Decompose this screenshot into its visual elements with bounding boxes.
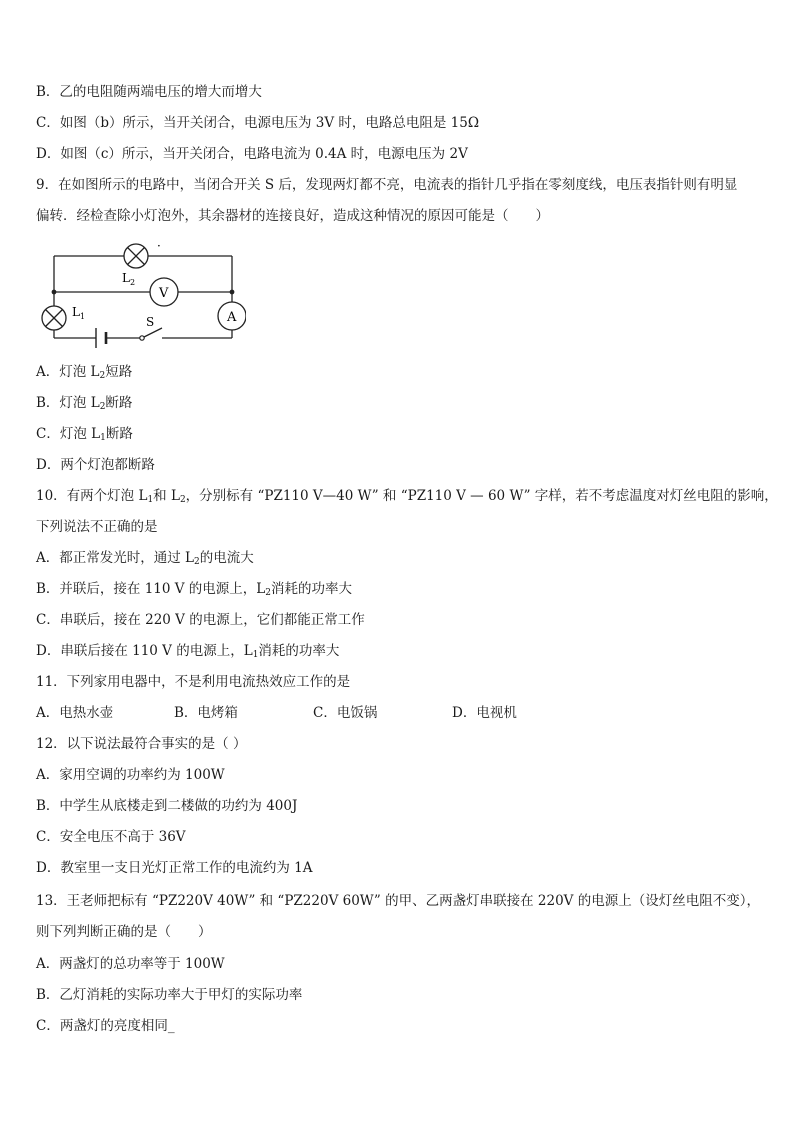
label-dot: · <box>157 240 161 253</box>
q13-option-c: C．两盏灯的亮度相同_ <box>36 1018 175 1034</box>
label-l1: L <box>72 305 80 319</box>
label-l1-sub: 1 <box>80 312 86 321</box>
q10-stem-line2: 下列说法不正确的是 <box>36 519 158 535</box>
lamp-l1-icon <box>42 306 66 330</box>
q9-circuit-diagram <box>36 240 246 350</box>
q12-option-c: C．安全电压不高于 36V <box>36 829 186 845</box>
label-v: V <box>159 286 169 301</box>
q11-stem: 11．下列家用电器中，不是利用电流热效应工作的是 <box>36 674 351 690</box>
q10-option-b: B．并联后，接在 110 V 的电源上，$L_2$消耗的功率大 <box>36 581 353 598</box>
label-a: A <box>227 310 237 325</box>
q11-option-b: B．电烤箱 <box>174 705 238 721</box>
q11-option-d: D．电视机 <box>452 705 517 721</box>
q8-option-c: C．如图（b）所示，当开关闭合，电源电压为 3V 时，电路总电阻是 15Ω <box>36 115 480 131</box>
q9-stem-line1: 9．在如图所示的电路中，当闭合开关 S 后，发现两灯都不亮，电流表的指针几乎指在零刻度线，电压表指针则有明显 <box>36 177 738 193</box>
switch-icon <box>140 328 162 340</box>
q13-option-b: B．乙灯消耗的实际功率大于甲灯的实际功率 <box>36 987 303 1003</box>
q10-option-c: C．串联后，接在 220 V 的电源上，它们都能正常工作 <box>36 612 365 628</box>
label-l2: L <box>122 271 130 285</box>
junction-dot-right <box>230 290 235 295</box>
q9-option-d: D．两个灯泡都断路 <box>36 457 155 473</box>
q11-option-c: C．电饭锅 <box>313 705 378 721</box>
q8-option-d: D．如图（c）所示，当开关闭合，电路电流为 0.4A 时，电源电压为 2V <box>36 146 468 162</box>
battery-icon <box>96 328 106 348</box>
q13-option-a: A．两盏灯的总功率等于 100W <box>36 956 225 972</box>
junction-dot-left <box>52 290 57 295</box>
label-s: S <box>146 315 155 329</box>
q13-stem-line2: 则下列判断正确的是（ ） <box>36 924 212 940</box>
q12-option-b: B．中学生从底楼走到二楼做的功约为 400J <box>36 798 298 814</box>
q10-option-d: D．串联后接在 110 V 的电源上，$L_1$消耗的功率大 <box>36 643 340 660</box>
q12-option-d: D．教室里一支日光灯正常工作的电流约为 1A <box>36 860 313 876</box>
q11-option-a: A．电热水壶 <box>36 705 114 721</box>
label-l2-sub: 2 <box>130 278 136 287</box>
q10-option-a: A．都正常发光时，通过 $L_2$的电流大 <box>36 550 254 567</box>
q9-option-c: C．灯泡 $L_1$断路 <box>36 426 133 443</box>
q10-stem-line1: 10．有两个灯泡 $L_1$和 $L_2$，分别标有 “PZ110 V—40 W” 和 “PZ110 V — 60 W” 字样，若不考虑温度对灯丝电阻的影响， <box>36 488 778 505</box>
q12-option-a: A．家用空调的功率约为 100W <box>36 767 225 783</box>
q12-stem: 12．以下说法最符合事实的是（ ） <box>36 736 247 752</box>
lamp-l2-icon <box>124 244 148 268</box>
q8-option-b: B．乙的电阻随两端电压的增大而增大 <box>36 84 262 100</box>
q9-option-a: A．灯泡 $L_2$短路 <box>36 364 133 381</box>
q9-option-b: B．灯泡 $L_2$断路 <box>36 395 133 412</box>
q9-stem-line2: 偏转．经检查除小灯泡外，其余器材的连接良好，造成这种情况的原因可能是（ ） <box>36 208 549 224</box>
q13-stem-line1: 13．王老师把标有 “PZ220V 40W” 和 “PZ220V 60W” 的甲、乙两盏灯串联接在 220V 的电源上（设灯丝电阻不变）， <box>36 893 760 909</box>
